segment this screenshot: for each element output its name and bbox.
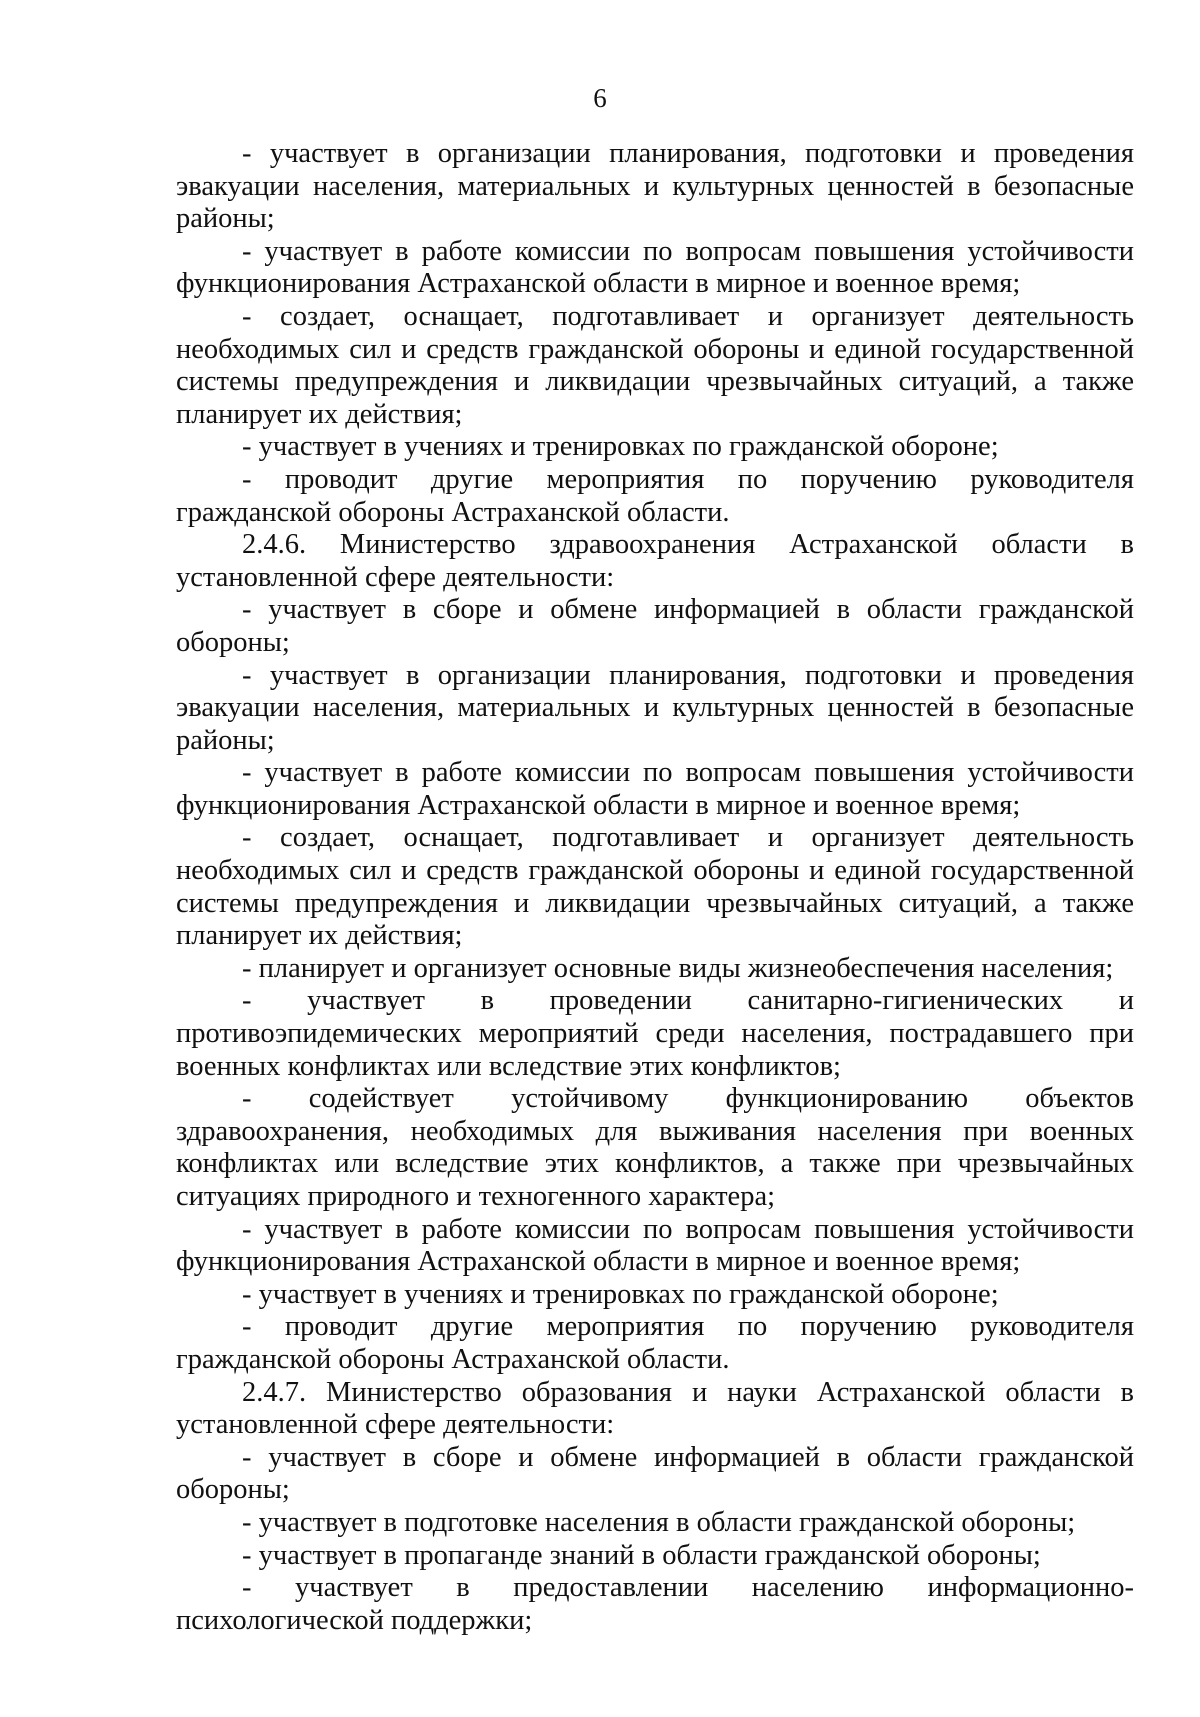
paragraph: - участвует в учениях и тренировках по гражданской обороне; [242, 431, 999, 463]
paragraph: - участвует в подготовке населения в области гражданской обороны; [242, 1506, 1076, 1538]
paragraph: - создает, оснащает, подготавливает и организует деятельность необходимых сил и средств гражданской обороны и единой государственной системы предупреждения и ликвидации чрезвычайных ситуаций, а также планирует их действия; [176, 300, 1134, 430]
paragraph: - участвует в работе комиссии по вопросам повышения устойчивости функционирования Астраханской области в мирное и военное время; [176, 757, 1134, 821]
paragraph: - проводит другие мероприятия по поручению руководителя гражданской обороны Астраханской области. [176, 1311, 1134, 1375]
paragraph: - содействует устойчивому функционированию объектов здравоохранения, необходимых для выживания населения при военных конфликтах или вследствие этих конфликтов, а также при чрезвычайных ситуациях природного и техногенного характера; [176, 1083, 1134, 1212]
paragraph: - участвует в работе комиссии по вопросам повышения устойчивости функционирования Астраханской области в мирное и военное время; [176, 1213, 1134, 1278]
paragraph: - участвует в организации планирования, подготовки и проведения эвакуации населения, материальных и культурных ценностей в безопасные районы; [176, 659, 1134, 756]
paragraph: - проводит другие мероприятия по поручению руководителя гражданской обороны Астраханской области. [176, 463, 1134, 528]
paragraph: - участвует в организации планирования, подготовки и проведения эвакуации населения, материальных и культурных ценностей в безопасные районы; [176, 138, 1134, 235]
page-number: 6 [593, 83, 607, 113]
paragraph: - участвует в сборе и обмене информацией в области гражданской обороны; [176, 1441, 1134, 1506]
paragraph: - участвует в проведении санитарно-гигиенических и противоэпидемических мероприятий среди населения, пострадавшего при военных конфликтах или вследствие этих конфликтов; [176, 985, 1134, 1082]
section-heading-2-4-6: 2.4.6. Министерство здравоохранения Астраханской области в установленной сфере деятельности: [176, 529, 1134, 593]
paragraph: - участвует в предоставлении населению информационно-психологической поддержки; [176, 1572, 1134, 1636]
paragraph: - участвует в работе комиссии по вопросам повышения устойчивости функционирования Астраханской области в мирное и военное время; [176, 235, 1134, 300]
section-heading-2-4-7: 2.4.7. Министерство образования и науки Астраханской области в установленной сфере деятельности: [176, 1376, 1134, 1441]
paragraph: - участвует в учениях и тренировках по гражданской обороне; [242, 1278, 999, 1310]
paragraph: - создает, оснащает, подготавливает и организует деятельность необходимых сил и средств гражданской обороны и единой государственной системы предупреждения и ликвидации чрезвычайных ситуаций, а также планирует их действия; [176, 822, 1134, 952]
paragraph: - планирует и организует основные виды жизнеобеспечения населения; [242, 952, 1114, 984]
paragraph: - участвует в пропаганде знаний в области гражданской обороны; [242, 1539, 1041, 1571]
document-body [176, 138, 1134, 1637]
paragraph: - участвует в сборе и обмене информацией в области гражданской обороны; [176, 594, 1134, 658]
